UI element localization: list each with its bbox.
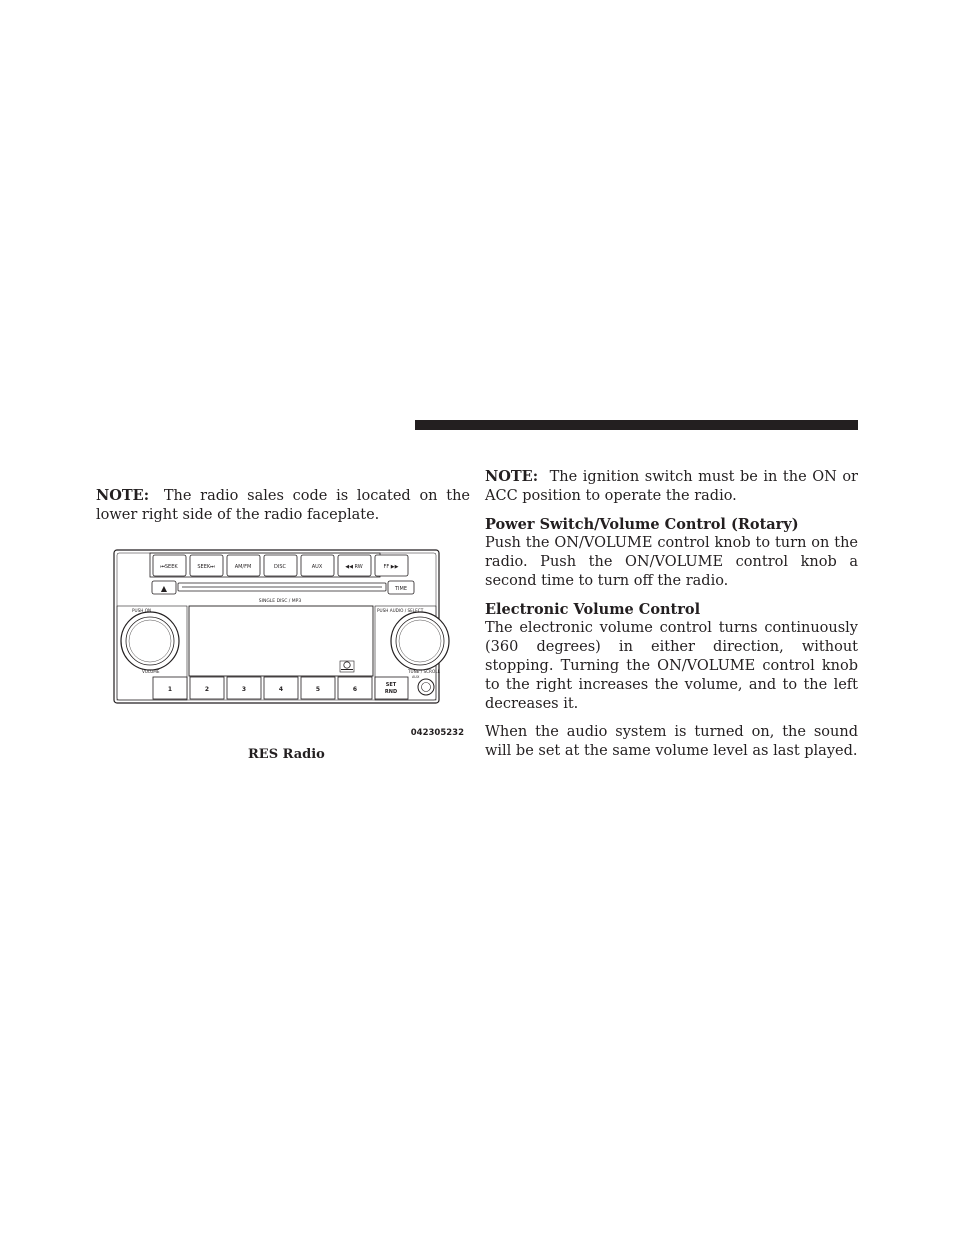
preset-label-3: 3 xyxy=(241,686,247,693)
section-body: The electronic volume control turns continuously (360 degrees) in either direction, without stopping. Turning the ON/VOLUME control knob to the right increases the volume, and to the left decreases it. xyxy=(485,620,858,712)
note-paragraph-left xyxy=(96,486,470,525)
compact-disc-logo-icon xyxy=(340,661,354,672)
push-on-label: PUSH ON xyxy=(132,608,152,613)
aux-label: AUX xyxy=(311,564,323,570)
preset-label-5: 5 xyxy=(315,686,321,693)
set-label: SET xyxy=(385,682,397,688)
figure-caption: RES Radio xyxy=(248,747,325,762)
am-fm-label: AM/FM xyxy=(234,564,252,570)
note-text: The radio sales code is located on the lower right side of the radio faceplate. xyxy=(96,488,471,523)
set-rnd-button[interactable] xyxy=(375,677,408,699)
note-text: The ignition switch must be in the ON or ACC position to operate the radio. xyxy=(485,469,858,504)
volume-label: VOLUME xyxy=(142,669,160,674)
radio-illustration xyxy=(112,548,468,740)
section-heading: Power Switch/Volume Control (Rotary) xyxy=(485,516,799,533)
push-audio-select-label: PUSH AUDIO / SELECT xyxy=(377,608,424,613)
preset-label-6: 6 xyxy=(352,686,358,693)
eject-icon: ▲ xyxy=(160,584,168,593)
header-rule-bar xyxy=(415,420,858,430)
section-power-switch xyxy=(485,515,858,591)
fast-forward-label: FF ▶▶ xyxy=(383,564,399,570)
part-number: 042305232 xyxy=(410,728,464,738)
preset-label-1: 1 xyxy=(167,686,173,693)
section-volume-memory xyxy=(485,723,858,761)
preset-label-2: 2 xyxy=(204,686,210,693)
seek-back-label: ⏮SEEK xyxy=(160,564,178,570)
note-paragraph-right xyxy=(485,467,858,506)
rnd-label: RND xyxy=(384,689,398,695)
note-label: NOTE: xyxy=(96,487,150,504)
section-electronic-volume xyxy=(485,600,858,714)
time-label: TIME xyxy=(394,586,408,592)
note-label: NOTE: xyxy=(485,468,539,485)
tune-scroll-knob[interactable] xyxy=(391,612,449,670)
tune-scroll-label: TUNE / SCROLL xyxy=(408,669,440,674)
disc-label: DISC xyxy=(274,564,286,570)
section-heading: Electronic Volume Control xyxy=(485,601,701,618)
section-body: Push the ON/VOLUME control knob to turn on the radio. Push the ON/VOLUME control knob a second time to turn off the radio. xyxy=(485,535,858,589)
left-column xyxy=(96,486,470,534)
rewind-label: ◀◀ RW xyxy=(345,564,363,570)
disc-format-label: SINGLE DISC / MP3 xyxy=(258,599,302,604)
aux-jack-label: AUX xyxy=(412,675,420,679)
section-body: When the audio system is turned on, the sound will be set at the same volume level as last played. xyxy=(485,724,858,759)
seek-forward-label: SEEK⏭ xyxy=(197,564,215,570)
aux-jack[interactable] xyxy=(418,679,434,695)
right-column xyxy=(485,467,858,770)
preset-label-4: 4 xyxy=(278,686,284,693)
volume-knob[interactable] xyxy=(121,612,179,670)
